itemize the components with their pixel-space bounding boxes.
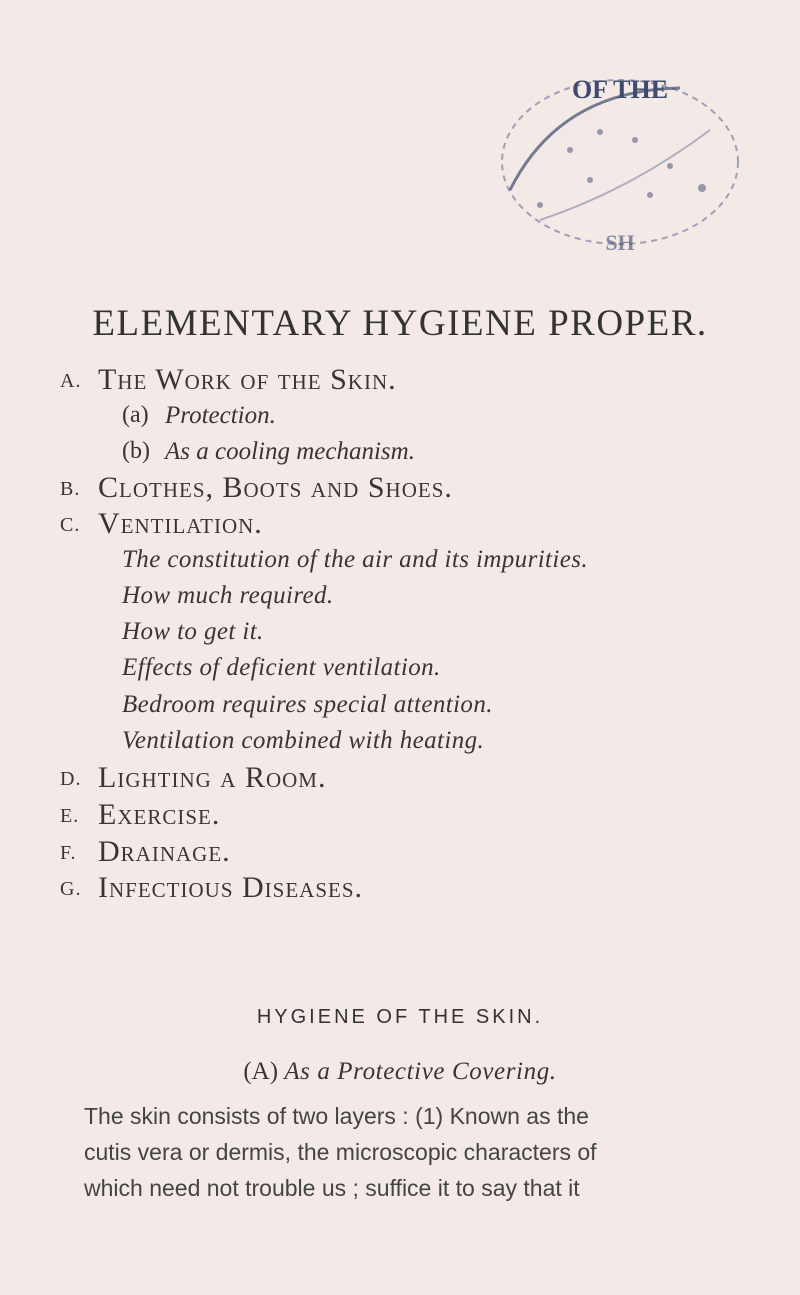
library-stamp [470, 70, 750, 280]
page-heading: ELEMENTARY HYGIENE PROPER. [92, 303, 708, 344]
item-letter: B. [60, 478, 81, 500]
paragraph-line: cutis vera or dermis, the microscopic characters of [84, 1139, 597, 1165]
item-title: Infectious Diseases. [98, 871, 364, 904]
item-text: As a cooling mechanism. [165, 438, 415, 465]
item-text: The constitution of the air and its impurities. [122, 546, 589, 573]
body-paragraph [84, 1098, 724, 1206]
item-letter: G. [60, 878, 82, 900]
item-title: Exercise. [98, 798, 221, 831]
item-text: How to get it. [122, 618, 264, 645]
subsection-title: As a Protective Covering. [284, 1058, 557, 1085]
paragraph-line: The skin consists of two layers : (1) Known as the [84, 1103, 589, 1129]
item-letter: D. [60, 768, 82, 790]
item-text: Bedroom requires special attention. [122, 691, 493, 718]
item-letter: E. [60, 805, 80, 827]
stamp-ornament-icon [537, 129, 706, 208]
item-text: How much required. [122, 582, 334, 609]
item-letter: F. [60, 842, 77, 864]
subsection-label: (A) [243, 1058, 279, 1085]
item-title: Drainage. [98, 835, 231, 868]
item-text: Ventilation combined with heating. [122, 727, 485, 754]
item-text: Effects of deficient ventilation. [122, 654, 441, 681]
item-text: Protection. [165, 402, 276, 429]
section-heading: HYGIENE OF THE SKIN. [256, 1006, 544, 1028]
paragraph-line: which need not trouble us ; suffice it to say that it [84, 1175, 580, 1201]
item-title: Lighting a Room. [98, 761, 327, 794]
item-label: (b) [122, 438, 150, 464]
item-letter: A. [60, 370, 82, 392]
item-label: (a) [122, 402, 149, 428]
stamp-text: OF THE [571, 75, 669, 104]
item-letter: C. [60, 514, 81, 536]
item-title: The Work of the Skin. [98, 363, 397, 396]
item-title: Clothes, Boots and Shoes. [98, 471, 453, 504]
stamp-mark: SH [605, 230, 635, 255]
item-title: Ventilation. [98, 507, 263, 540]
subsection-heading [0, 1058, 800, 1086]
